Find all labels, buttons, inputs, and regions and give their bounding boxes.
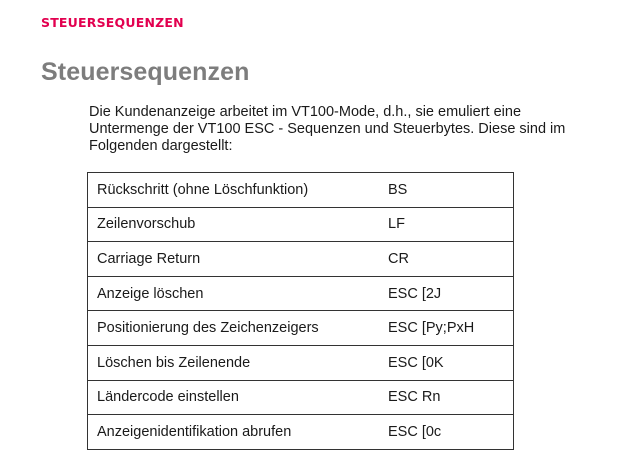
sequence-cell: ESC Rn — [388, 380, 514, 415]
table-row — [88, 207, 514, 242]
function-cell: Löschen bis Zeilenende — [88, 345, 389, 380]
table-row — [88, 415, 514, 450]
function-cell: Anzeige löschen — [88, 276, 389, 311]
table-row — [88, 311, 514, 346]
table-row — [88, 345, 514, 380]
sequence-cell: ESC [Py;PxH — [388, 311, 514, 346]
function-cell: Zeilenvorschub — [88, 207, 389, 242]
sequence-cell: ESC [0c — [388, 415, 514, 450]
sequence-cell: ESC [0K — [388, 345, 514, 380]
sequence-cell: ESC [2J — [388, 276, 514, 311]
table-row — [88, 173, 514, 208]
sequence-cell: LF — [388, 207, 514, 242]
sequence-cell: BS — [388, 173, 514, 208]
intro-paragraph: Die Kundenanzeige arbeitet im VT100-Mode, d.h., sie emuliert eine Untermenge der VT100 ESC - Sequenzen und Steuerbytes. Diese sind im Folgenden dargestellt: — [89, 104, 566, 154]
function-cell: Ländercode einstellen — [88, 380, 389, 415]
sequence-cell: CR — [388, 242, 514, 277]
section-label: STEUERSEQUENZEN — [41, 15, 184, 30]
page-title: Steuersequenzen — [41, 58, 250, 86]
table-row — [88, 276, 514, 311]
table-row — [88, 242, 514, 277]
control-sequence-table — [87, 172, 514, 450]
table-row — [88, 380, 514, 415]
function-cell: Carriage Return — [88, 242, 389, 277]
function-cell: Rückschritt (ohne Löschfunktion) — [88, 173, 389, 208]
function-cell: Anzeigenidentifikation abrufen — [88, 415, 389, 450]
function-cell: Positionierung des Zeichenzeigers — [88, 311, 389, 346]
